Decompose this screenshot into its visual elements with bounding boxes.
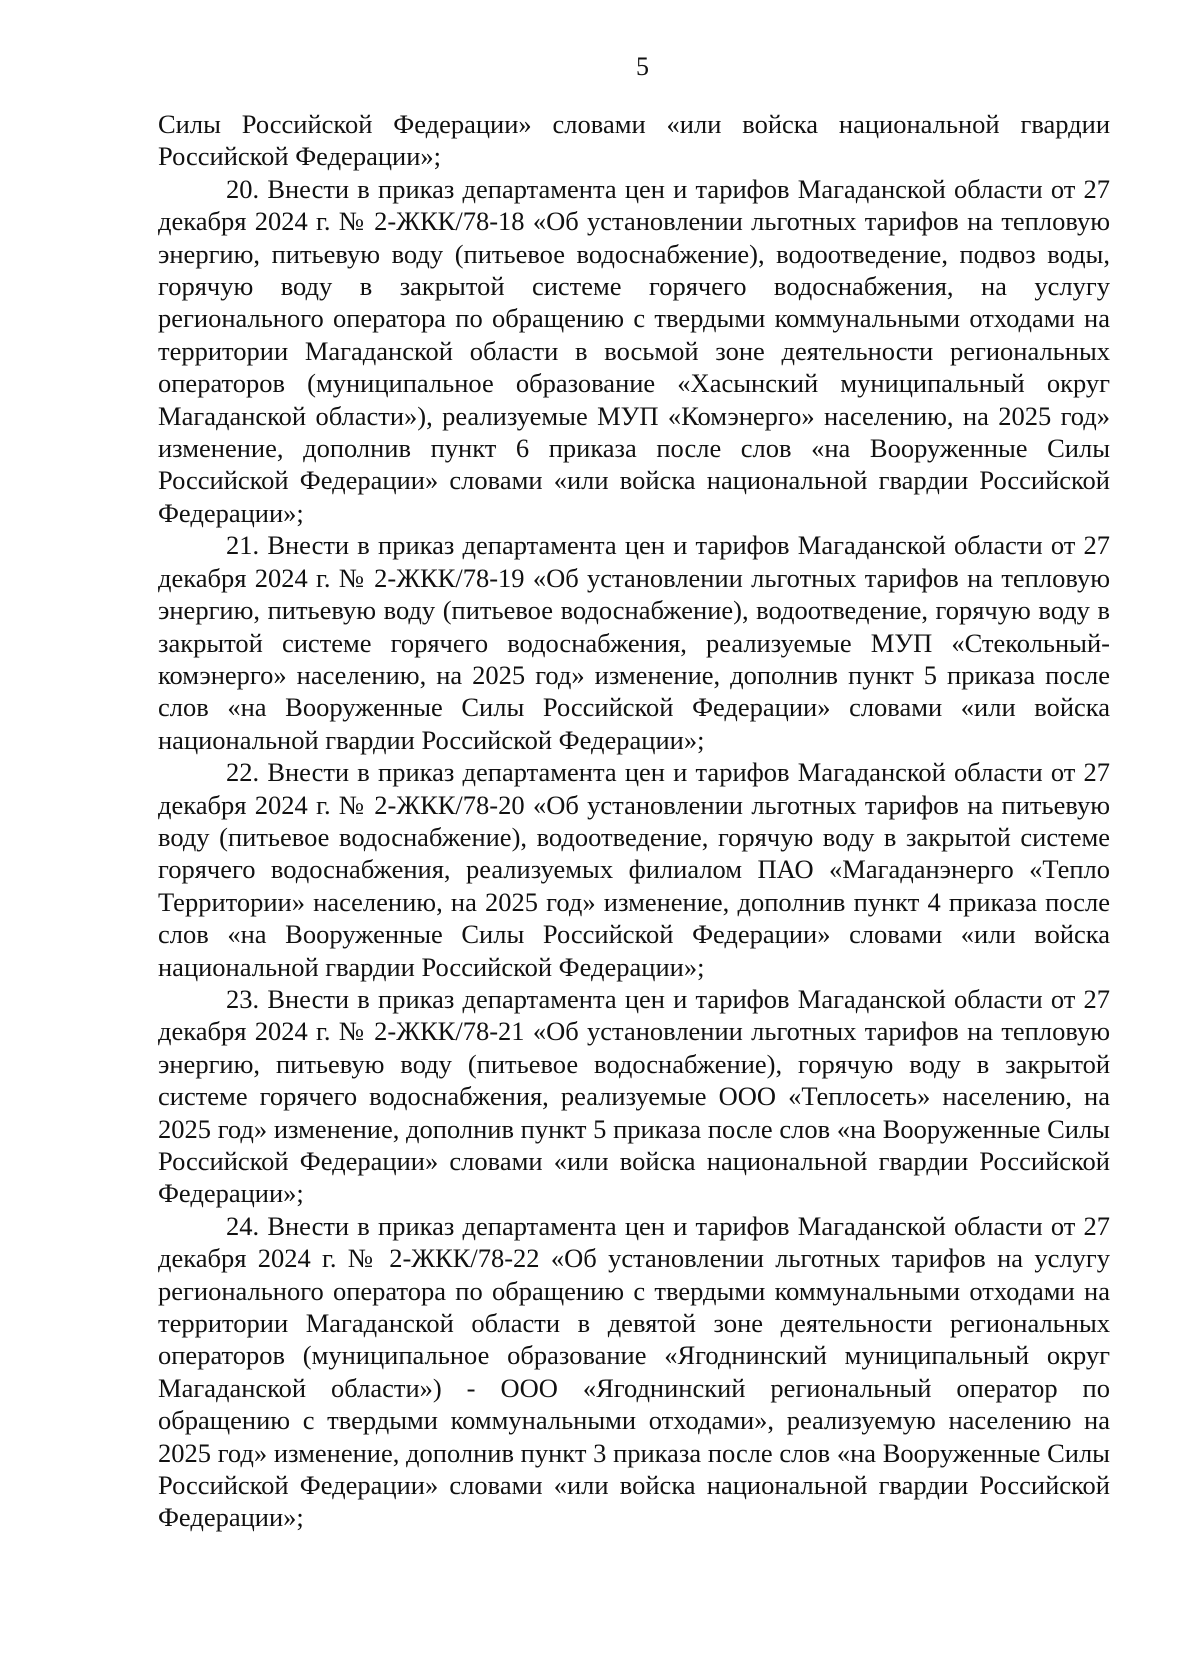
paragraph-item-20: 20. Внести в приказ департамента цен и тарифов Магаданской области от 27 декабря 2024 г. № 2-ЖКК/78-18 «Об установлении льготных тарифов на тепловую энергию, питьевую воду (питьевое водоснабжение), водоотведение, подвоз воды, горячую воду в закрытой системе горячего водоснабжения, на услугу регионального оператора по обращению с твердыми коммунальными отходами на территории Магаданской области в восьмой зоне деятельности региональных операторов (муниципальное образование «Хасынский муниципальный округ Магаданской области»), реализуемые МУП «Комэнерго» населению, на 2025 год» изменение, дополнив пункт 6 приказа после слов «на Вооруженные Силы Российской Федерации» словами «или войска национальной гвардии Российской Федерации»;: [158, 173, 1110, 528]
paragraph-item-23: 23. Внести в приказ департамента цен и тарифов Магаданской области от 27 декабря 2024 г. № 2-ЖКК/78-21 «Об установлении льготных тарифов на тепловую энергию, питьевую воду (питьевое водоснабжение), горячую воду в закрытой системе горячего водоснабжения, реализуемые ООО «Теплосеть» населению, на 2025 год» изменение, дополнив пункт 5 приказа после слов «на Вооруженные Силы Российской Федерации» словами «или войска национальной гвардии Российской Федерации»;: [158, 983, 1110, 1209]
paragraph-item-21: 21. Внести в приказ департамента цен и тарифов Магаданской области от 27 декабря 2024 г. № 2-ЖКК/78-19 «Об установлении льготных тарифов на тепловую энергию, питьевую воду (питьевое водоснабжение), водоотведение, горячую воду в закрытой системе горячего водоснабжения, реализуемые МУП «Стекольный-комэнерго» населению, на 2025 год» изменение, дополнив пункт 5 приказа после слов «на Вооруженные Силы Российской Федерации» словами «или войска национальной гвардии Российской Федерации»;: [158, 530, 1110, 755]
paragraph-item-24: 24. Внести в приказ департамента цен и тарифов Магаданской области от 27 декабря 2024 г. № 2-ЖКК/78-22 «Об установлении льготных тарифов на услугу регионального оператора по обращению с твердыми коммунальными отходами на территории Магаданской области в девятой зоне деятельности региональных операторов (муниципальное образование «Ягоднинский муниципальный округ Магаданской области») - ООО «Ягоднинский региональный оператор по обращению с твердыми коммунальными отходами», реализуемую населению на 2025 год» изменение, дополнив пункт 3 приказа после слов «на Вооруженные Силы Российской Федерации» словами «или войска национальной гвардии Российской Федерации»;: [158, 1210, 1110, 1533]
paragraph-item-22: 22. Внести в приказ департамента цен и тарифов Магаданской области от 27 декабря 2024 г. № 2-ЖКК/78-20 «Об установлении льготных тарифов на питьевую воду (питьевое водоснабжение), водоотведение, горячую воду в закрытой системе горячего водоснабжения, реализуемых филиалом ПАО «Магаданэнерго «Тепло Территории» населению, на 2025 год» изменение, дополнив пункт 4 приказа после слов «на Вооруженные Силы Российской Федерации» словами «или войска национальной гвардии Российской Федерации»;: [158, 757, 1110, 982]
document-body: [158, 108, 1110, 1534]
page-number: 5: [636, 52, 649, 81]
paragraph-continuation: Силы Российской Федерации» словами «или войска национальной гвардии Российской Федерации»;: [158, 109, 1110, 172]
